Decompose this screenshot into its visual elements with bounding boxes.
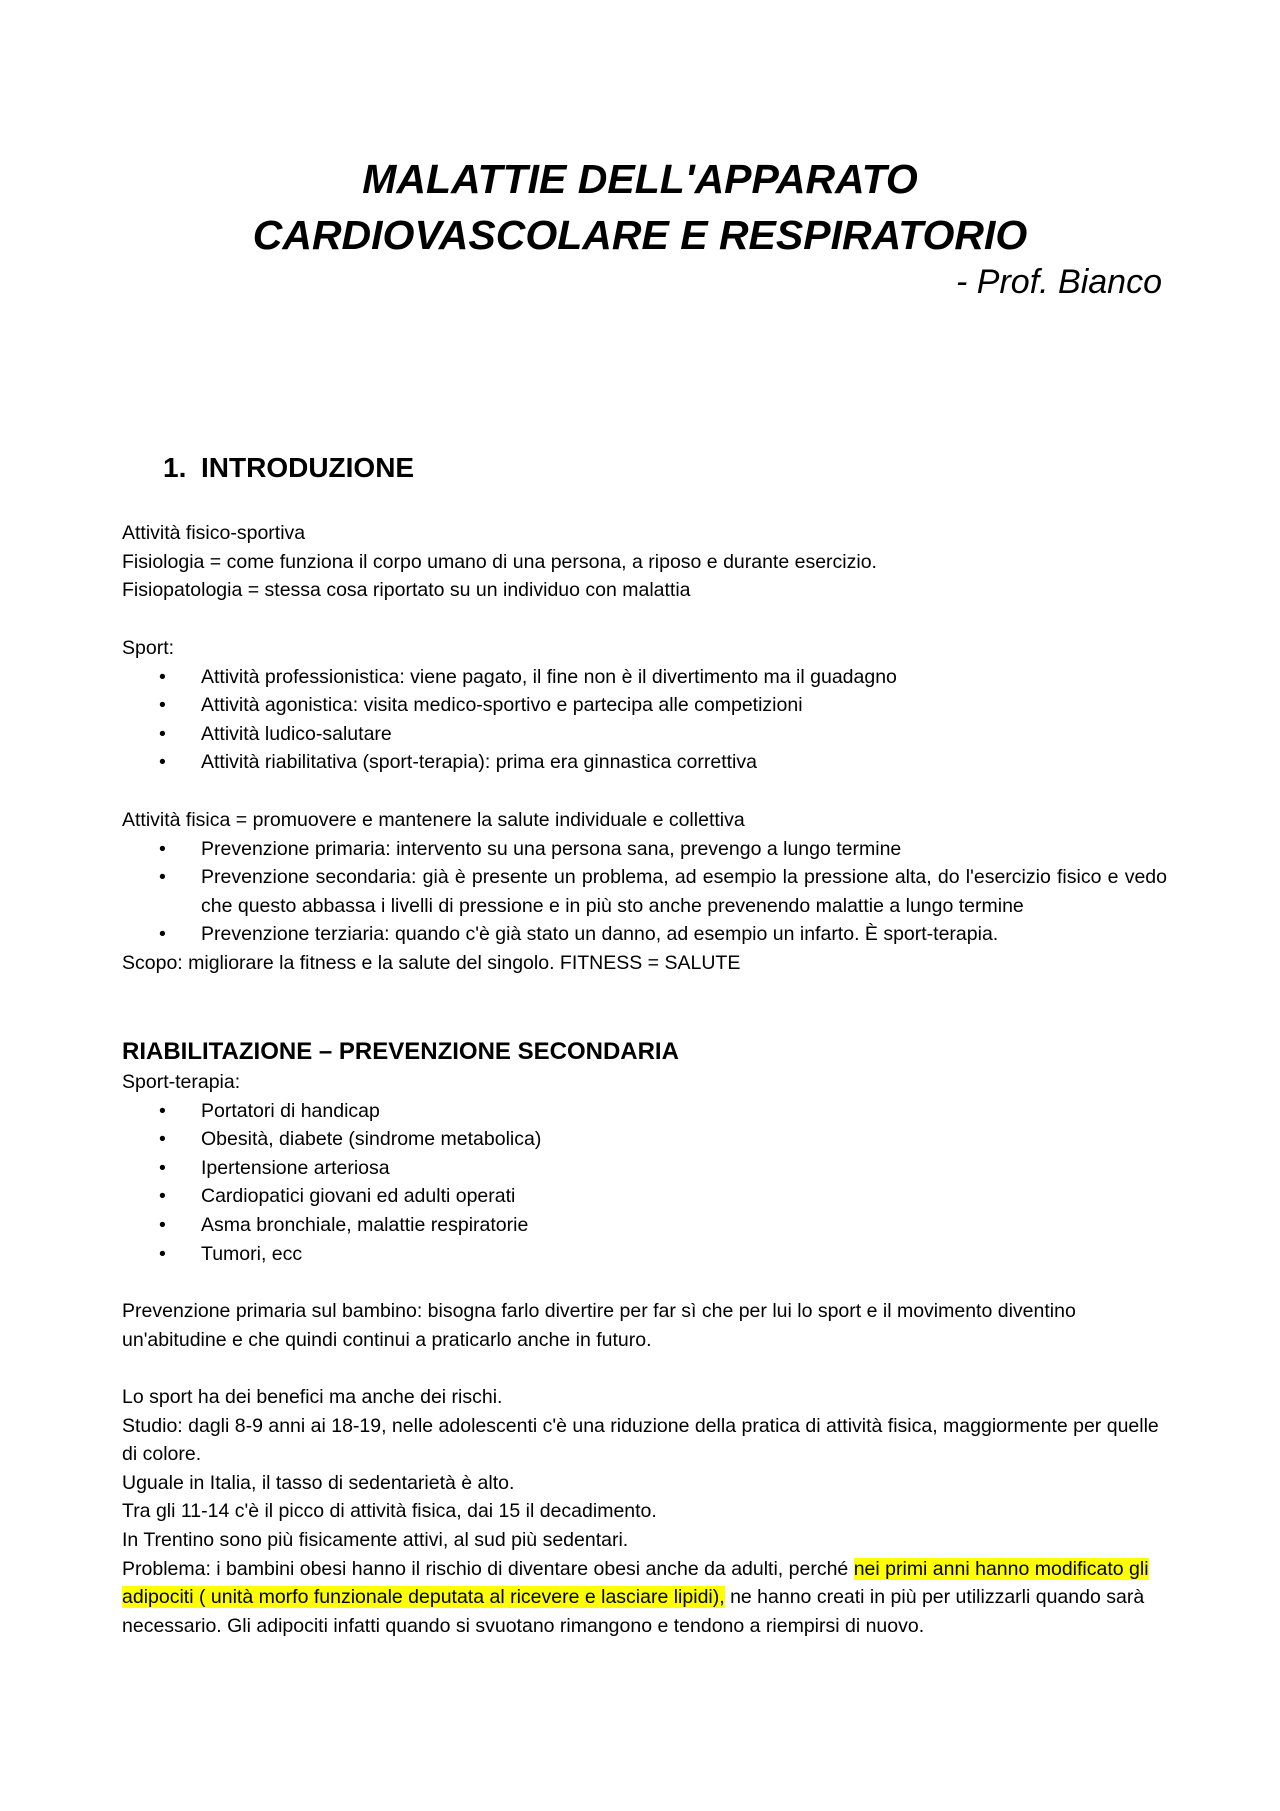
bullet-icon: • <box>159 1185 166 1208</box>
problema-paragraph: Problema: i bambini obesi hanno il rischio di diventare obesi anche da adulti, perché nei primi anni hanno modificato gli adipociti ( unità morfo funzionale deputata al ricevere e lasciare lipidi), ne hanno creati in più per utilizzarli quando sarà necessario. Gli adipociti infatti quando si svuotano rimangono e tendono a riempirsi di nuovo. <box>122 1557 1149 1637</box>
bullet-icon: • <box>159 866 166 889</box>
intro-block <box>122 519 1167 605</box>
paragraph-line: Lo sport ha dei benefici ma anche dei rischi. <box>122 1386 503 1408</box>
section-number: 1. <box>163 452 187 483</box>
bullet-icon: • <box>159 1156 166 1179</box>
scopo-line: Scopo: migliorare la fitness e la salute del singolo. FITNESS = SALUTE <box>122 951 741 974</box>
intro-line: Fisiologia = come funziona il corpo umano di una persona, a riposo e durante esercizio. <box>122 550 877 573</box>
sport-terapia-block <box>122 1068 1167 1268</box>
list-item: • Ipertensione arteriosa <box>122 1154 1167 1183</box>
prevention-child-paragraph <box>122 1297 1167 1354</box>
bullet-icon: • <box>159 665 166 688</box>
list-item: • Attività agonistica: visita medico-sportivo e partecipa alle competizioni <box>122 691 1167 720</box>
list-item: • Attività professionistica: viene pagato, il fine non è il divertimento ma il guadagno <box>122 663 1167 692</box>
sport-label: Sport: <box>122 637 175 659</box>
title-line-1: MALATTIE DELL'APPARATO <box>362 156 918 202</box>
bullet-icon: • <box>159 722 166 745</box>
list-item: • Tumori, ecc <box>122 1240 1167 1269</box>
sport-terapia-label: Sport-terapia: <box>122 1071 241 1093</box>
section-title: INTRODUZIONE <box>201 452 415 483</box>
section-heading-introduzione <box>163 452 414 484</box>
list-item: • Attività riabilitativa (sport-terapia): prima era ginnastica correttiva <box>122 748 1167 777</box>
paragraph-line: Tra gli 11-14 c'è il picco di attività fisica, dai 15 il decadimento. <box>122 1500 657 1523</box>
list-item: • Obesità, diabete (sindrome metabolica) <box>122 1125 1167 1154</box>
sport-terapia-list <box>122 1097 1167 1269</box>
list-item: • Cardiopatici giovani ed adulti operati <box>122 1182 1167 1211</box>
paragraph-line: Uguale in Italia, il tasso di sedentarietà è alto. <box>122 1471 515 1494</box>
paragraph: Prevenzione primaria sul bambino: bisogna farlo divertire per far sì che per lui lo sport e il movimento diventino un'abitudine e che quindi continui a praticarlo anche in futuro. <box>122 1300 1076 1351</box>
title-line-2: CARDIOVASCOLARE E RESPIRATORIO <box>252 212 1028 258</box>
bullet-icon: • <box>159 923 166 946</box>
list-item: • Attività ludico-salutare <box>122 720 1167 749</box>
benefits-risks-block <box>122 1383 1167 1640</box>
bullet-icon: • <box>159 751 166 774</box>
bullet-icon: • <box>159 837 166 860</box>
sport-list <box>122 663 1167 777</box>
bullet-icon: • <box>159 1242 166 1265</box>
bullet-icon: • <box>159 694 166 717</box>
highlighted-text: nei primi anni hanno modificato gli adipociti ( unità morfo funzionale deputata al ricevere e lasciare lipidi), <box>122 1557 1149 1609</box>
prevention-list <box>122 835 1167 949</box>
bullet-icon: • <box>159 1213 166 1236</box>
list-item: • Prevenzione primaria: intervento su una persona sana, prevengo a lungo termine <box>122 835 1167 864</box>
attivita-fisica-label: Attività fisica = promuovere e mantenere la salute individuale e collettiva <box>122 809 745 831</box>
section-heading-riabilitazione: RIABILITAZIONE – PREVENZIONE SECONDARIA <box>122 1038 679 1065</box>
list-item: • Portatori di handicap <box>122 1097 1167 1126</box>
attivita-fisica-block <box>122 806 1167 978</box>
bullet-icon: • <box>159 1099 166 1122</box>
list-item: • Prevenzione secondaria: già è presente un problema, ad esempio la pressione alta, do l'esercizio fisico e vedo che questo abbassa i livelli di pressione e in più sto anche prevenendo malattie a lungo termine <box>122 863 1167 920</box>
intro-line: Attività fisico-sportiva <box>122 522 306 544</box>
list-item: • Prevenzione terziaria: quando c'è già stato un danno, ad esempio un infarto. È sport-terapia. <box>122 920 1167 949</box>
list-item: • Asma bronchiale, malattie respiratorie <box>122 1211 1167 1240</box>
bullet-icon: • <box>159 1128 166 1151</box>
paragraph-line: Studio: dagli 8-9 anni ai 18-19, nelle adolescenti c'è una riduzione della pratica di attività fisica, maggiormente per quelle di colore. <box>122 1414 1159 1466</box>
intro-line: Fisiopatologia = stessa cosa riportato su un individuo con malattia <box>122 579 691 602</box>
paragraph-line: In Trentino sono più fisicamente attivi, al sud più sedentari. <box>122 1528 629 1551</box>
sport-block <box>122 634 1167 777</box>
author-name: - Prof. Bianco <box>956 263 1162 301</box>
